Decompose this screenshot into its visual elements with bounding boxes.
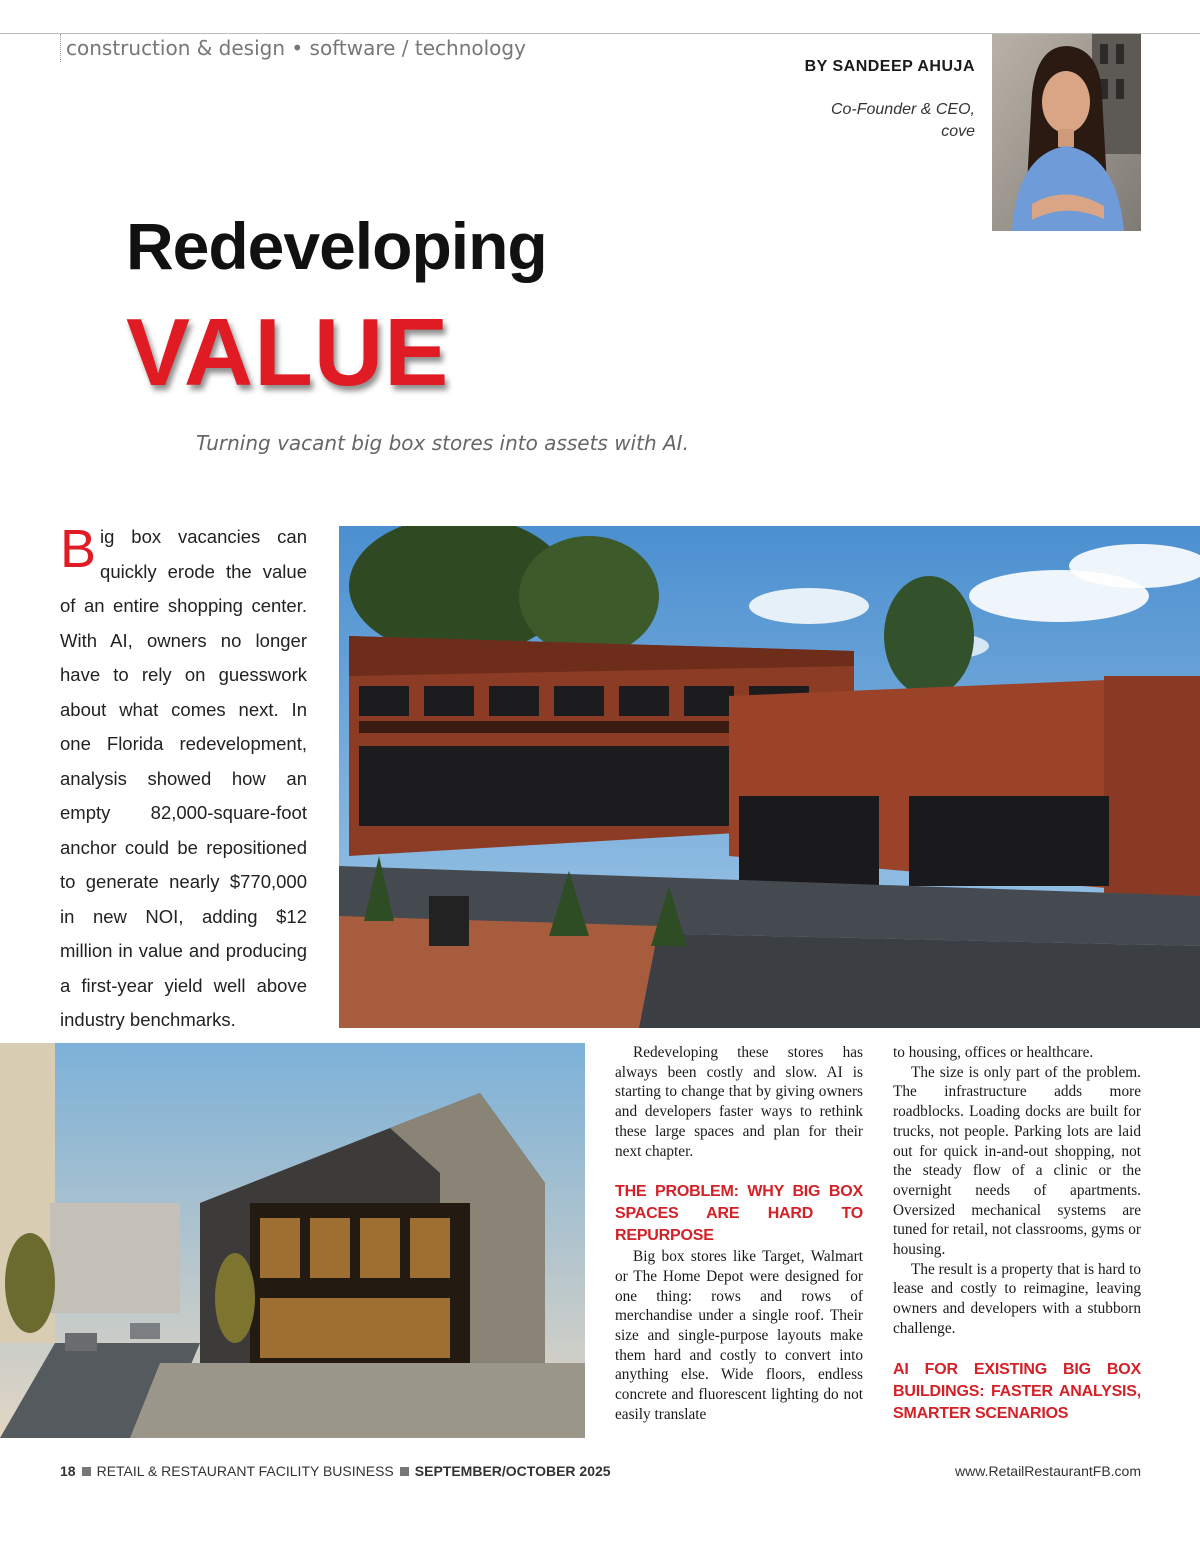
square-bullet-icon	[82, 1467, 91, 1476]
body-paragraph: The size is only part of the problem. The infrastructure adds more roadblocks. Loading docks are built for trucks, not people. Parking lots are laid out for quick in-and-out shopping, not the steady flow of a clinic or the overnight needs of apartments. Oversized mechanical systems are tuned for retail, not classrooms, gyms or housing.	[893, 1063, 1141, 1259]
body-paragraph: to housing, offices or healthcare.	[893, 1044, 1094, 1061]
issue-date: SEPTEMBER/OCTOBER 2025	[414, 1463, 611, 1479]
section-label: construction & design • software / technology	[60, 34, 526, 62]
body-paragraph: Big box stores like Target, Walmart or The Home Depot were designed for one thing: rows and rows of merchandise under a single roof. Their size and single-purpose layouts make them hard and costly to convert into anything else. Wide floors, endless concrete and fluorescent lighting do not easily translate	[615, 1248, 863, 1423]
headline-line1: Redeveloping	[126, 209, 547, 283]
mixed-use-building-photo	[0, 1043, 585, 1438]
folio	[60, 1463, 611, 1479]
body-paragraph: Redeveloping these stores has always been costly and slow. AI is starting to change that by giving owners and developers faster ways to rethink these large spaces and plan for their next chapter.	[615, 1044, 863, 1160]
page-footer	[60, 1463, 1141, 1479]
drop-cap: B	[60, 519, 97, 579]
body-paragraph: The result is a property that is hard to lease and costly to reimagine, leaving owners and developers with a stubborn challenge.	[893, 1260, 1141, 1337]
author-title: Co-Founder & CEO,	[830, 101, 975, 118]
subhead-problem: THE PROBLEM: WHY BIG BOX SPACES ARE HARD TO REPURPOSE	[615, 1183, 863, 1245]
intro-text: ig box vacancies can quickly erode the value of an entire shopping center. With AI, owners no longer have to rely on guesswork about what comes next. In one Florida redevelopment, analysis showed how an empty 82,000-square-foot anchor could be repositioned to generate nearly $770,000 in new NOI, adding $12 million in value and producing a first-year yield well above industry benchmarks.	[60, 526, 307, 1030]
author-role	[775, 99, 975, 143]
square-bullet-icon	[400, 1467, 409, 1476]
author-photo	[992, 34, 1141, 231]
page-number: 18	[60, 1463, 76, 1479]
publication-name: RETAIL & RESTAURANT FACILITY BUSINESS	[96, 1463, 394, 1479]
brick-building-photo	[339, 526, 1200, 1028]
subhead-ai: AI FOR EXISTING BIG BOX BUILDINGS: FASTER ANALYSIS, SMARTER SCENARIOS	[893, 1360, 1141, 1422]
website: www.RetailRestaurantFB.com	[955, 1463, 1141, 1479]
headline-line2: VALUE	[126, 299, 450, 406]
body-column-2	[615, 1043, 863, 1425]
intro-paragraph	[60, 520, 307, 1038]
deck: Turning vacant big box stores into assets with AI.	[196, 431, 689, 455]
author-company: cove	[941, 123, 975, 140]
author-byline: BY SANDEEP AHUJA	[804, 58, 975, 75]
body-column-3	[893, 1043, 1141, 1425]
